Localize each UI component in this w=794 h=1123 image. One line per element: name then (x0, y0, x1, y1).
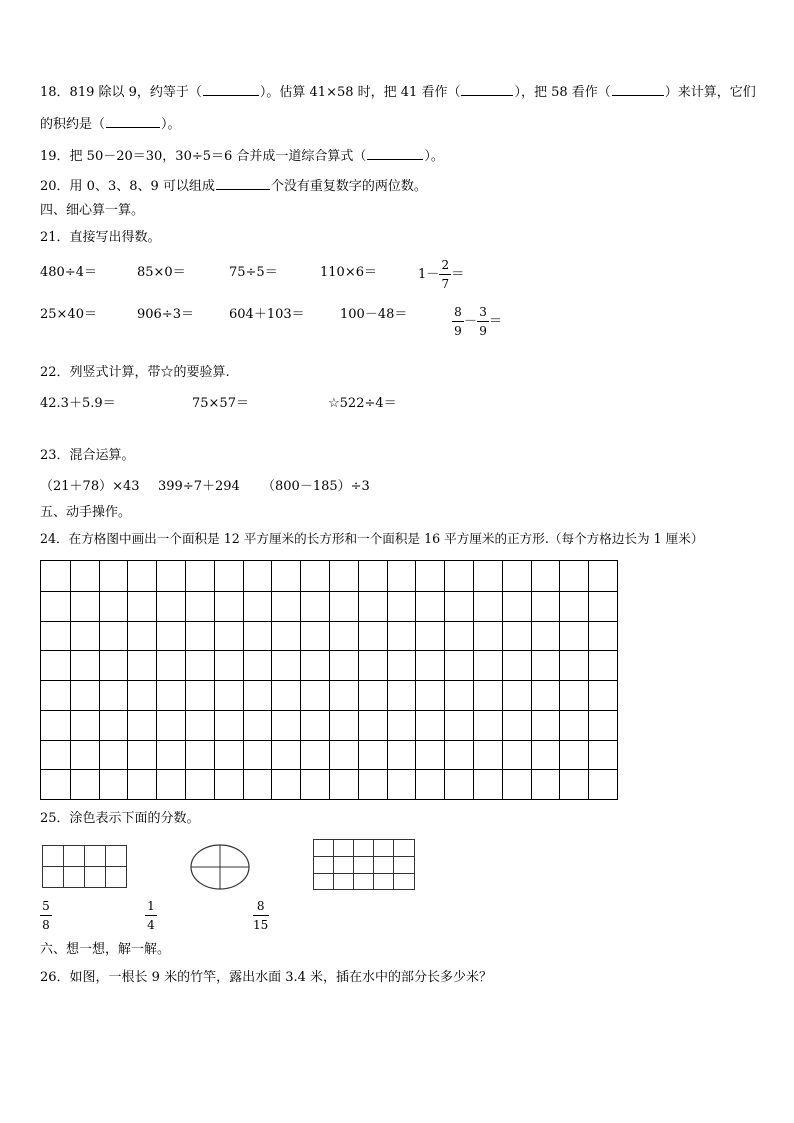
rectangle-15-parts[interactable] (313, 839, 416, 891)
fraction: $\frac{8}{9}$ (452, 305, 464, 338)
question-25-title: 25．涂色表示下面的分数。 (40, 811, 200, 826)
fraction: $\frac{3}{9}$ (477, 305, 489, 338)
calc-item-fraction: 1－ $\frac{2}{7}$ ＝ (418, 258, 465, 291)
section-6-heading: 六、想一想，解一解。 (40, 942, 171, 957)
question-21-title: 21．直接写出得数。 (40, 230, 161, 245)
grid-line (41, 769, 617, 770)
calc-item: （21＋78）×43 (40, 479, 140, 494)
calc-item: （800－185）÷3 (262, 479, 370, 494)
fraction: $\frac{1}{4}$ (145, 899, 157, 932)
fraction-bar (145, 915, 157, 916)
fraction-bar (439, 274, 451, 275)
section-5-heading: 五、动手操作。 (40, 505, 132, 520)
answer-blank[interactable] (367, 146, 423, 160)
calc-item: 604＋103＝ (229, 307, 305, 322)
grid-line (41, 650, 617, 651)
calc-item-fraction: $\frac{8}{9}$ － $\frac{3}{9}$ ＝ (452, 298, 502, 338)
question-23-title: 23．混合运算。 (40, 448, 135, 463)
rectangle-8-parts[interactable] (42, 845, 128, 889)
question-18-line2: 的积约是（ ）。 (40, 114, 181, 134)
fraction: $\frac{5}{8}$ (40, 899, 52, 932)
fraction-label (40, 899, 52, 932)
calc-item: 110×6＝ (320, 265, 377, 280)
answer-blank[interactable] (203, 82, 259, 96)
fraction-label (145, 899, 157, 932)
answer-blank[interactable] (106, 114, 160, 128)
grid-line (41, 680, 617, 681)
fraction-bar (477, 321, 489, 322)
question-22-title: 22．列竖式计算，带☆的要验算. (40, 365, 230, 380)
grid-line (41, 591, 617, 592)
calc-item: 25×40＝ (40, 307, 97, 322)
question-18-line1: 18．819 除以 9，约等于（ ）。估算 41×58 时，把 41 看作（ ），把 58 看作（ ）来计算，它们 (40, 82, 756, 102)
fraction-bar (40, 915, 52, 916)
fraction: $\frac{8}{15}$ (253, 899, 269, 932)
calc-item: 100－48＝ (340, 307, 408, 322)
fraction-bar (253, 915, 269, 916)
square-grid[interactable] (40, 560, 618, 800)
calc-item: 85×0＝ (137, 265, 186, 280)
answer-blank[interactable] (612, 82, 664, 96)
fraction-label (251, 899, 270, 932)
ellipse-4-parts[interactable] (190, 844, 250, 890)
grid-line (41, 621, 617, 622)
section-4-heading: 四、细心算一算。 (40, 203, 145, 218)
calc-item: ☆522÷4＝ (328, 396, 397, 411)
answer-blank[interactable] (216, 176, 270, 190)
calc-item: 480÷4＝ (40, 265, 97, 280)
question-24: 24．在方格图中画出一个面积是 12 平方厘米的长方形和一个面积是 16 平方厘米的正方形.（每个方格边长为 1 厘米） (40, 531, 704, 546)
calc-item: 42.3＋5.9＝ (40, 396, 116, 411)
question-20: 20．用 0、3、8、9 可以组成 个没有重复数字的两位数。 (40, 176, 427, 196)
calc-item: 906÷3＝ (137, 307, 194, 322)
grid-line (41, 710, 617, 711)
calc-item: 399÷7＋294 (158, 479, 240, 494)
grid-line (41, 740, 617, 741)
question-19: 19．把 50－20＝30，30÷5＝6 合并成一道综合算式（ ）。 (40, 146, 444, 166)
calc-item: 75÷5＝ (229, 265, 278, 280)
calc-item: 75×57＝ (192, 396, 249, 411)
fraction: $\frac{2}{7}$ (439, 258, 451, 291)
answer-blank[interactable] (461, 82, 513, 96)
question-26: 26．如图，一根长 9 米的竹竿，露出水面 3.4 米，插在水中的部分长多少米？ (40, 970, 493, 985)
fraction-bar (452, 321, 464, 322)
